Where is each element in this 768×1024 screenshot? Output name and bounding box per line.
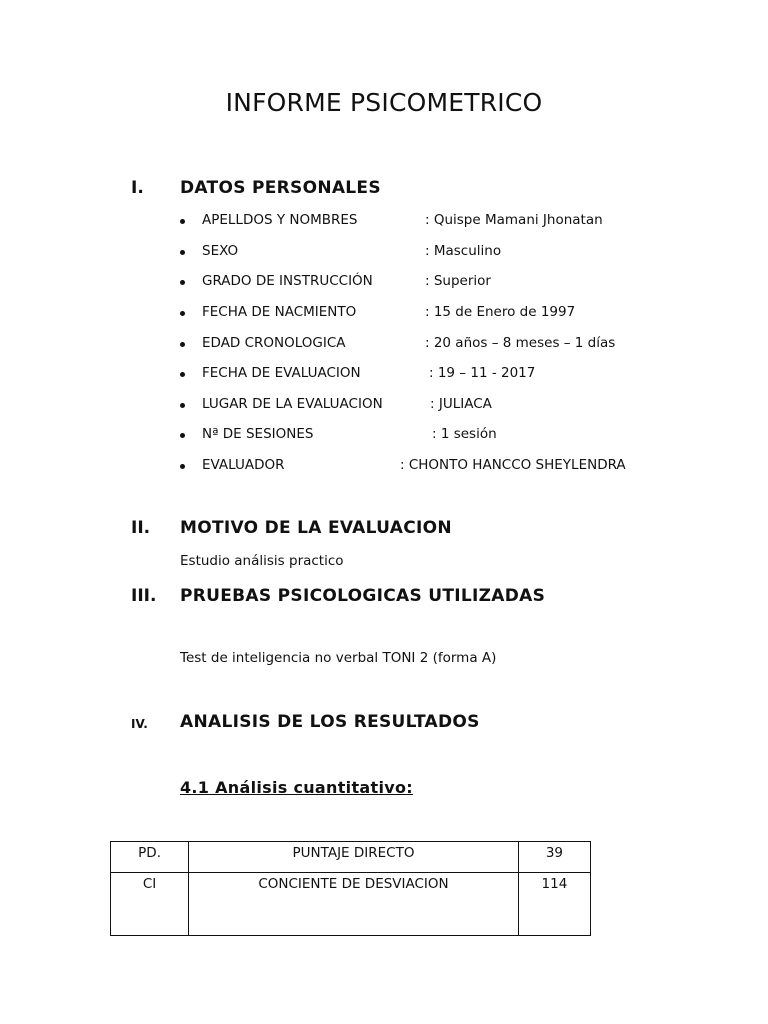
section-3-number: III.: [131, 586, 157, 606]
section-1-title: DATOS PERSONALES: [180, 178, 381, 198]
item-value: : Masculino: [425, 243, 502, 259]
section-4-number: IV.: [131, 717, 148, 731]
item-label: EVALUADOR: [202, 457, 285, 473]
bullet-icon: [180, 372, 185, 377]
section-1-number: I.: [131, 178, 144, 198]
table-cell-score: 39: [518, 842, 590, 873]
section-3-title: PRUEBAS PSICOLOGICAS UTILIZADAS: [180, 586, 546, 606]
bullet-icon: [180, 464, 185, 469]
section-2-title: MOTIVO DE LA EVALUACION: [180, 518, 452, 538]
bullet-icon: [180, 219, 185, 224]
section-4-subtitle: 4.1 Análisis cuantitativo:: [180, 778, 413, 797]
table-row: [111, 873, 591, 936]
item-label: FECHA DE EVALUACION: [202, 365, 361, 381]
item-value: : JULIACA: [430, 396, 492, 412]
results-table: [110, 841, 591, 936]
item-label: EDAD CRONOLOGICA: [202, 335, 346, 351]
item-value: : Superior: [425, 273, 491, 289]
document-title: INFORME PSICOMETRICO: [225, 88, 543, 117]
section-2-number: II.: [131, 518, 151, 538]
item-value: : Quispe Mamani Jhonatan: [425, 212, 603, 228]
item-value: : 15 de Enero de 1997: [425, 304, 576, 320]
table-cell-description: CONCIENTE DE DESVIACION: [189, 873, 519, 936]
section-4-title: ANALISIS DE LOS RESULTADOS: [180, 712, 480, 732]
bullet-icon: [180, 311, 185, 316]
item-label: LUGAR DE LA EVALUACION: [202, 396, 383, 412]
bullet-icon: [180, 433, 185, 438]
table-cell-code: CI: [111, 873, 189, 936]
item-value: : 1 sesión: [432, 426, 497, 442]
item-value: : 19 – 11 - 2017: [429, 365, 536, 381]
item-label: FECHA DE NACMIENTO: [202, 304, 357, 320]
table-cell-code: PD.: [111, 842, 189, 873]
table-cell-score: 114: [518, 873, 590, 936]
bullet-icon: [180, 403, 185, 408]
item-label: APELLDOS Y NOMBRES: [202, 212, 358, 228]
bullet-icon: [180, 250, 185, 255]
table-cell-description: PUNTAJE DIRECTO: [189, 842, 519, 873]
table-row: [111, 842, 591, 873]
item-label: GRADO DE INSTRUCCIÓN: [202, 273, 373, 289]
bullet-icon: [180, 280, 185, 285]
item-value: : 20 años – 8 meses – 1 días: [425, 335, 616, 351]
bullet-icon: [180, 342, 185, 347]
section-3-text: Test de inteligencia no verbal TONI 2 (forma A): [180, 650, 497, 666]
item-label: SEXO: [202, 243, 239, 259]
item-value: : CHONTO HANCCO SHEYLENDRA: [400, 457, 626, 473]
section-2-text: Estudio análisis practico: [180, 553, 344, 569]
item-label: Nª DE SESIONES: [202, 426, 314, 442]
